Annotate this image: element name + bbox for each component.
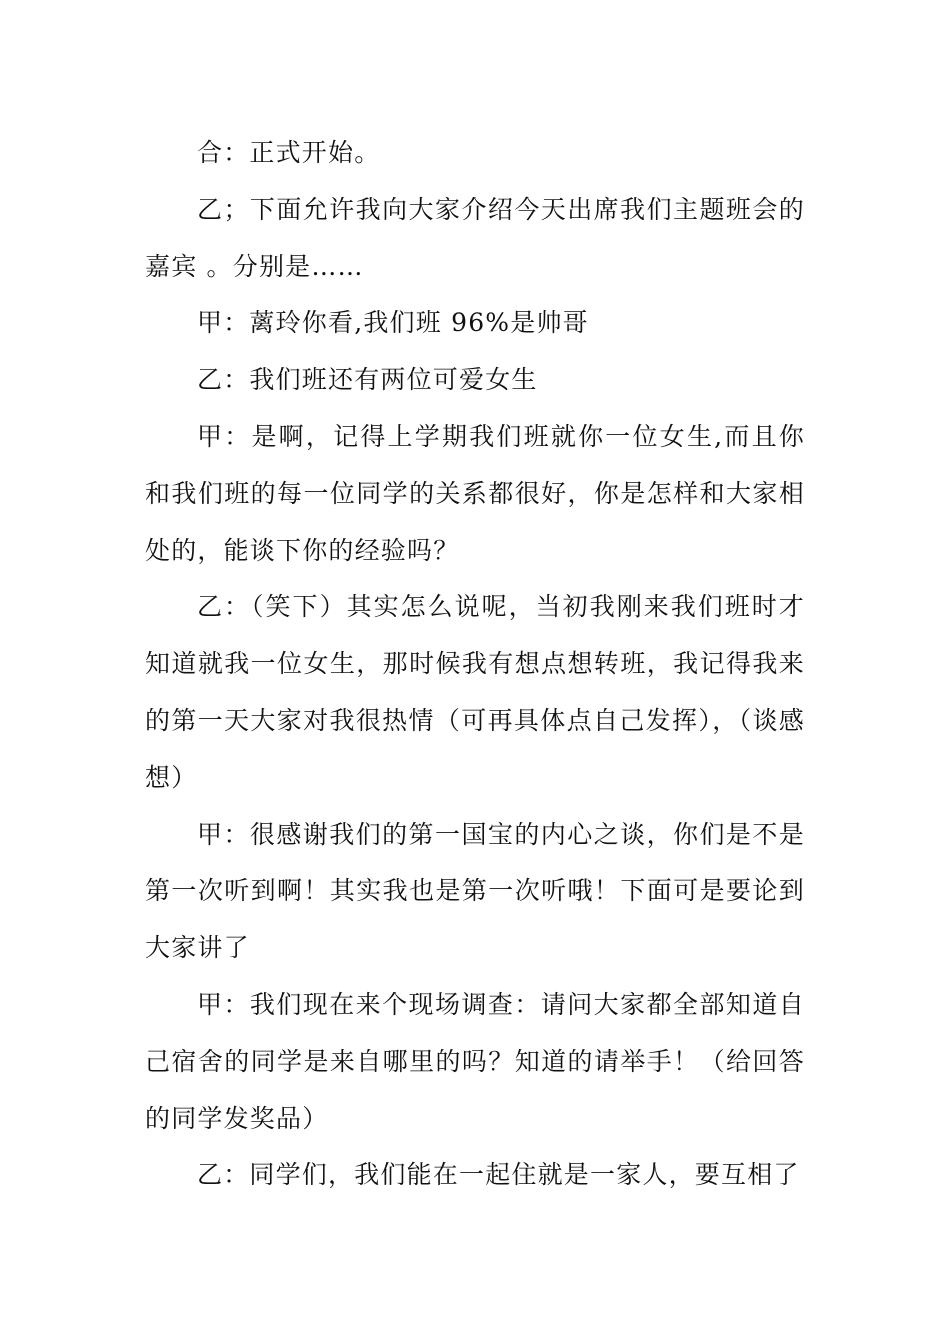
paragraph: 甲：我们现在来个现场调查：请问大家都全部知道自己宿舍的同学是来自哪里的吗？知道的请举手！（给回答的同学发奖品） bbox=[145, 989, 805, 1133]
paragraph: 甲：蓠玲你看,我们班 96%是帅哥 bbox=[197, 308, 589, 338]
paragraph: 甲：很感谢我们的第一国宝的内心之谈，你们是不是第一次听到啊！其实我也是第一次听哦！下面可是要论到大家讲了 bbox=[145, 819, 805, 963]
document-body bbox=[145, 125, 805, 1204]
paragraph: 乙：同学们，我们能在一起住就是一家人，要互相了 bbox=[197, 1160, 800, 1190]
paragraph: 乙；下面允许我向大家介绍今天出席我们主题班会的嘉宾 。分别是…… bbox=[145, 194, 805, 281]
paragraph: 乙：（笑下）其实怎么说呢，当初我刚来我们班时才知道就我一位女生，那时候我有想点想转班，我记得我来的第一天大家对我很热情（可再具体点自己发挥），（谈感想） bbox=[145, 592, 805, 792]
paragraph: 甲：是啊，记得上学期我们班就你一位女生,而且你和我们班的每一位同学的关系都很好，你是怎样和大家相处的，能谈下你的经验吗？ bbox=[145, 421, 805, 565]
paragraph: 乙：我们班还有两位可爱女生 bbox=[197, 365, 538, 395]
paragraph: 合：正式开始。 bbox=[197, 138, 381, 167]
